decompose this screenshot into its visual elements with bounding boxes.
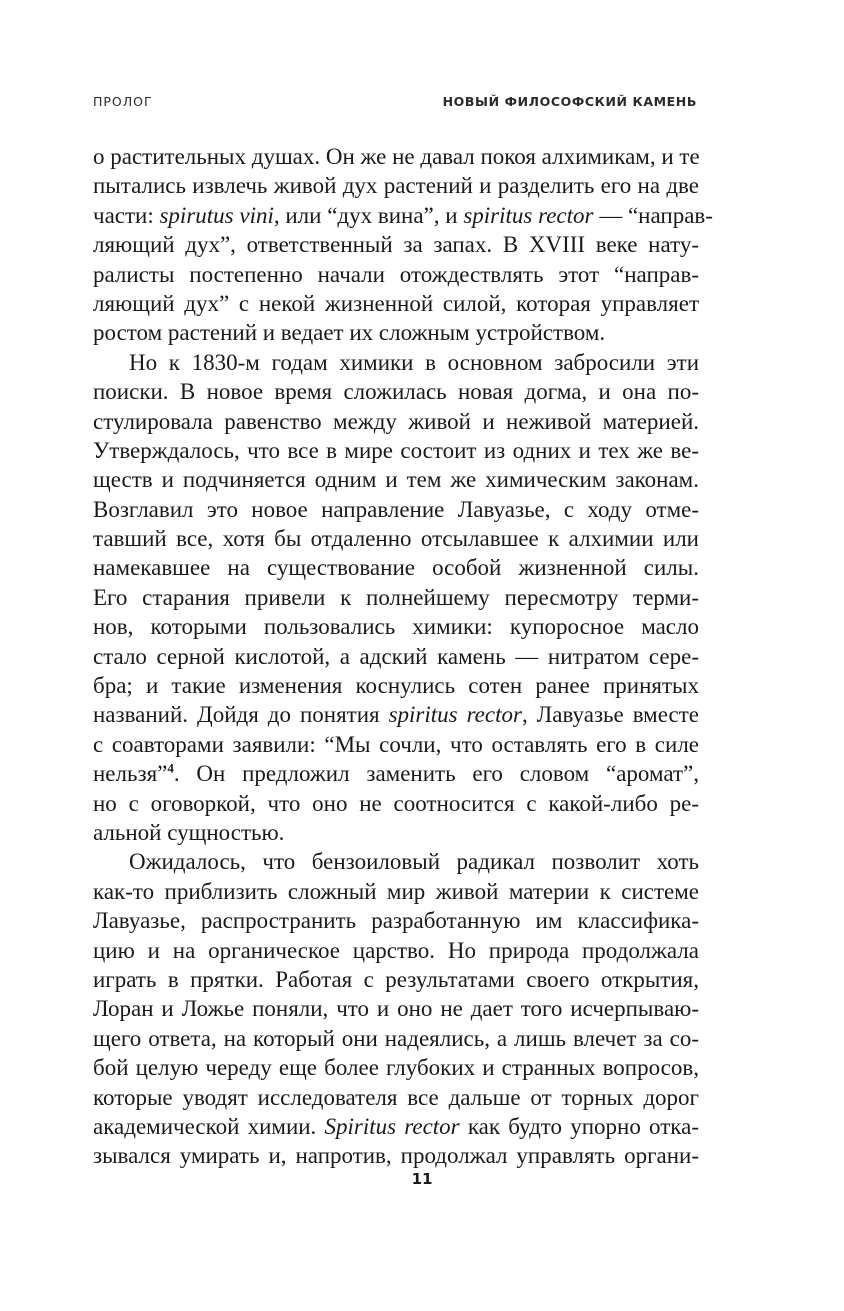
text-line: с соавторами заявили: “Мы сочли, что оставлять его в силе <box>93 731 699 757</box>
text-line: нов, которыми пользовались химики: купоросное масло <box>93 614 699 640</box>
body-text <box>93 142 713 1171</box>
text-line: Возглавил это новое направление Лавуазье, с ходу отме- <box>93 496 699 522</box>
text-line: ралисты постепенно начали отождествлять этот “направ- <box>93 261 699 287</box>
text-line: бой целую череду еще более глубоких и странных вопросов, <box>93 1055 699 1081</box>
text-line: нельзя”$^4$. Он предложил заменить его словом “аромат”, <box>93 760 699 787</box>
text-line: ляющий дух” с некой жизненной силой, которая управляет <box>93 290 699 316</box>
text-line: которые уводят исследователя все дальше от торных дорог <box>93 1084 699 1110</box>
page-number: 11 <box>411 1170 433 1188</box>
italic-term: spirutus vini <box>159 202 274 228</box>
text-line: пытались извлечь живой дух растений и разделить его на две <box>93 173 699 199</box>
text-line: Его старания привели к полнейшему пересмотру терми- <box>93 584 699 610</box>
text-line: бра; и такие изменения коснулись сотен ранее принятых <box>93 673 699 699</box>
text-line: щего ответа, на который они надеялись, а лишь влечет за со- <box>93 1025 699 1051</box>
running-header-chapter: ПРОЛОГ <box>93 94 153 109</box>
text-line: тавший все, хотя бы отдаленно отсылавшее к алхимии или <box>93 526 699 552</box>
paragraph-start-line: Но к 1830-м годам химики в основном забросили эти <box>129 349 699 375</box>
text-line: ростом растений и ведает их сложным устройством. <box>93 320 606 346</box>
text-line: как-то приблизить сложный мир живой материи к системе <box>93 878 699 904</box>
text-line: Утверждалось, что все в мире состоит из одних и тех же ве- <box>93 437 699 463</box>
footnote-marker[interactable]: 4 <box>167 760 174 776</box>
text-line: Лоран и Ложье поняли, что и оно не дает того исчерпываю- <box>93 996 699 1022</box>
paragraph-start-line: Ожидалось, что бензоиловый радикал позволит хоть <box>129 849 699 875</box>
text-line: названий. Дойдя до понятия spiritus rector, Лавуазье вместе <box>93 702 699 728</box>
text-line: стулировала равенство между живой и неживой материей. <box>93 408 699 434</box>
text-line: о растительных душах. Он же не давал покоя алхимикам, и те <box>93 144 700 169</box>
italic-term: Spiritus rector <box>324 1113 460 1139</box>
text-line: но с оговоркой, что оно не соотносится с какой-либо ре- <box>93 790 699 816</box>
text-line: академической химии. Spiritus rector как будто упорно отка- <box>93 1113 699 1139</box>
text-line: зывался умирать и, напротив, продолжал управлять органи- <box>93 1143 699 1169</box>
text-line: играть в прятки. Работая с результатами своего открытия, <box>93 966 699 992</box>
text-line: Лавуазье, распространить разработанную им классифика- <box>93 908 699 934</box>
italic-term: spiritus rector <box>463 202 594 228</box>
text-line: стало серной кислотой, а адский камень — нитратом сере- <box>93 643 699 669</box>
italic-term: spiritus rector <box>388 702 522 728</box>
text-line: цию и на органическое царство. Но природа продолжала <box>93 937 699 963</box>
running-header-title: НОВЫЙ ФИЛОСОФСКИЙ КАМЕНЬ <box>442 94 697 109</box>
text-line: намекавшее на существование особой жизненной силы. <box>93 555 699 581</box>
text-line: альной сущностью. <box>93 819 285 845</box>
text-line: поиски. В новое время сложилась новая догма, и она по- <box>93 379 699 405</box>
text-line: ляющий дух”, ответственный за запах. В XVIII веке нату- <box>93 232 699 258</box>
text-line: ществ и подчиняется одним и тем же химическим законам. <box>93 467 699 493</box>
text-line: части: spirutus vini, или “дух вина”, и spiritus rector — “направ- <box>93 202 713 228</box>
